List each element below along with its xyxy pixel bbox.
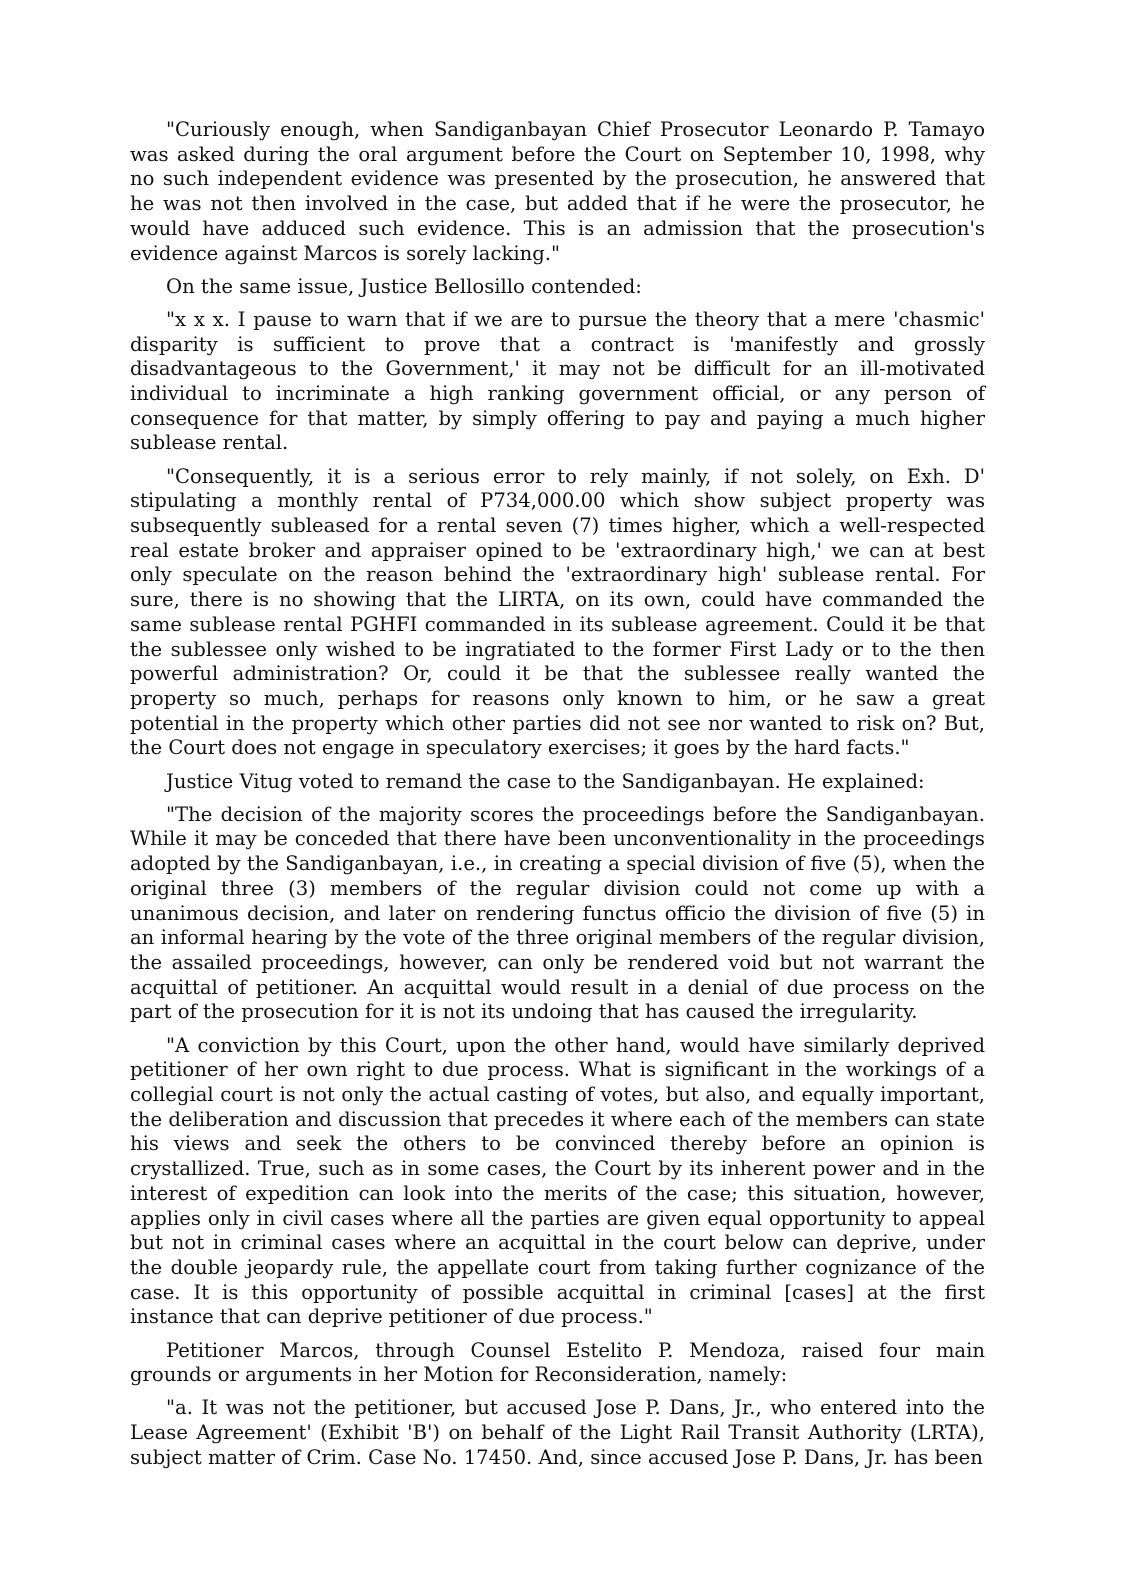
paragraph-vitug-quote-1: "The decision of the majority scores the proceedings before the Sandiganbayan. While it may be conceded that there have been unconventionality in the proceedings adopted by the Sandiganbayan, i.e., in creating a special division of five (5), when the original three (3) members of the regular division could not come up with a unanimous decision, and later on rendering functus officio the division of five (5) in an informal hearing by the vote of the three original members of the regular division, the assailed proceedings, however, can only be rendered void but not warrant the acquittal of petitioner. An acquittal would result in a denial of due process on the part of the prosecution for it is not its undoing that has caused the irregularity. — [130, 802, 985, 1024]
paragraph-vitug-quote-2: "A conviction by this Court, upon the other hand, would have similarly deprived petitioner of her own right to due process. What is significant in the workings of a collegial court is not only the actual casting of votes, but also, and equally important, the deliberation and discussion that precedes it where each of the members can state his views and seek the others to be convinced thereby before an opinion is crystallized. True, such as in some cases, the Court by its inherent power and in the interest of expedition can look into the merits of the case; this situation, however, applies only in civil cases where all the parties are given equal opportunity to appeal but not in criminal cases where an acquittal in the court below can deprive, under the double jeopardy rule, the appellate court from taking further cognizance of the case. It is this opportunity of possible acquittal in criminal [cases] at the first instance that can deprive petitioner of due process." — [130, 1033, 985, 1329]
paragraph-ground-a: "a. It was not the petitioner, but accused Jose P. Dans, Jr., who entered into the Lease Agreement' (Exhibit 'B') on behalf of the Light Rail Transit Authority (LRTA), subject matter of Crim. Case No. 17450. And, since accused Jose P. Dans, Jr. has been — [130, 1396, 985, 1469]
paragraph-marcos-intro: Petitioner Marcos, through Counsel Estelito P. Mendoza, raised four main grounds or arguments in her Motion for Reconsideration, namely: — [130, 1338, 985, 1387]
paragraph-vitug-intro: Justice Vitug voted to remand the case to the Sandiganbayan. He explained: — [166, 769, 925, 793]
document-page — [130, 118, 985, 1479]
paragraph-tamayo-quote: "Curiously enough, when Sandiganbayan Chief Prosecutor Leonardo P. Tamayo was asked during the oral argument before the Court on September 10, 1998, why no such independent evidence was presented by the prosecution, he answered that he was not then involved in the case, but added that if he were the prosecutor, he would have adduced such evidence. This is an admission that the prosecution's evidence against Marcos is sorely lacking." — [130, 118, 985, 265]
paragraph-bellosillo-intro: On the same issue, Justice Bellosillo contended: — [166, 274, 642, 298]
paragraph-bellosillo-quote-2: "Consequently, it is a serious error to rely mainly, if not solely, on Exh. D' stipulating a monthly rental of P734,000.00 which show subject property was subsequently subleased for a rental seven (7) times higher, which a well-respected real estate broker and appraiser opined to be 'extraordinary high,' we can at best only speculate on the reason behind the 'extraordinary high' sublease rental. For sure, there is no showing that the LIRTA, on its own, could have commanded the same sublease rental PGHFI commanded in its sublease agreement. Could it be that the sublessee only wished to be ingratiated to the former First Lady or to the then powerful administration? Or, could it be that the sublessee really wanted the property so much, perhaps for reasons only known to him, or he saw a great potential in the property which other parties did not see nor wanted to risk on? But, the Court does not engage in speculatory exercises; it goes by the hard facts." — [130, 464, 985, 760]
paragraph-bellosillo-quote-1: "x x x. I pause to warn that if we are to pursue the theory that a mere 'chasmic' disparity is sufficient to prove that a contract is 'manifestly and grossly disadvantageous to the Government,' it may not be difficult for an ill-motivated individual to incriminate a high ranking government official, or any person of consequence for that matter, by simply offering to pay and paying a much higher sublease rental. — [130, 307, 985, 455]
